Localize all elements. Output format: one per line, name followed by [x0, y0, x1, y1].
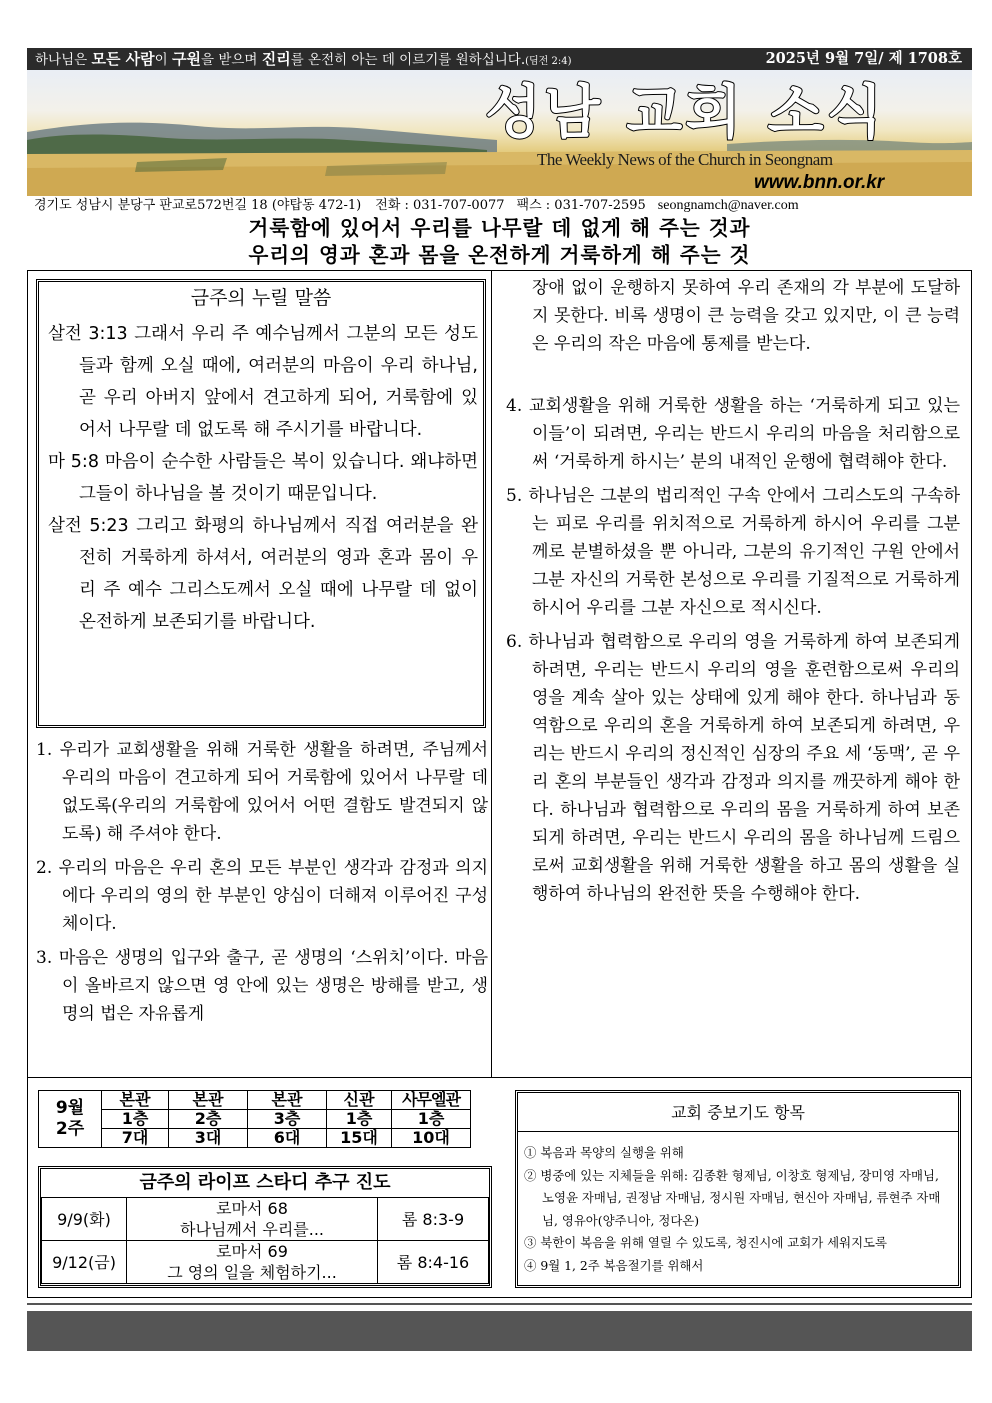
outline-point: 1. 우리가 교회생활을 위해 거룩한 생활을 하려면, 주님께서 우리의 마음이 견고하게 되어 거룩함에 있어서 나무랄 데 없도록(우리의 거룩함에 있어서 어떤 결함도 발견되지 않도록) 해 주셔야 한다. — [36, 740, 488, 844]
outline-point: 5. 하나님은 그분의 법리적인 구속 안에서 그리스도의 구속하는 피로 우리를 위치적으로 거룩하게 하시어 우리를 그분께로 분별하셨을 뿐 아니라, 그분의 유기적인 구원 안에서 그분 자신의 거룩한 본성으로 우리를 기질적으로 거룩하게 하시어 우리를 그분 자신으로 적시신다. — [506, 486, 960, 618]
schedule-row — [39, 1129, 471, 1148]
schedule-week: 9월 2주 — [39, 1091, 102, 1148]
life-study-lesson: 로마서 69 그 영의 일을 체험하기... — [127, 1241, 378, 1284]
prayer-item: ① 복음과 목양의 실행을 위해 — [524, 1145, 684, 1160]
outline-point-continued: 장애 없이 운행하지 못하여 우리 존재의 각 부분에 도달하지 못한다. 비록 생명이 큰 능력을 갖고 있지만, 이 큰 능력은 우리의 작은 마음에 통제를 받는다. — [532, 278, 960, 354]
verse-box-title: 금주의 누릴 말씀 — [190, 287, 332, 309]
schedule-row — [39, 1091, 471, 1110]
address: 경기도 성남시 분당구 판교로572번길 18 (야탑동 472-1) — [34, 198, 362, 213]
footer-bar — [27, 1311, 972, 1351]
outline-point: 4. 교회생활을 위해 거룩한 생활을 하는 ‘거룩하게 되고 있는 이들’이 되려면, 우리는 반드시 우리의 마음을 처리함으로써 ‘거룩하게 하시는’ 분의 내적인 운행에 협력해야 한다. — [506, 396, 960, 472]
service-schedule-table — [38, 1090, 471, 1148]
outline-point: 6. 하나님과 협력함으로 우리의 영을 거룩하게 하여 보존되게 하려면, 우리는 반드시 우리의 영을 훈련함으로써 우리의 영을 계속 살아 있는 상태에 있게 해야 한다. 하나님과 동역함으로 우리의 혼을 거룩하게 하여 보존되게 하려면, 우리는 반드시 우리의 정신적인 심장의 주요 세 ‘동맥’, 곧 우리 혼의 부분들인 생각과 감정과 의지를 깨끗하게 해야 한다. 하나님과 협력함으로 우리의 몸을 거룩하게 하여 보존되게 하려면, 우리는 반드시 우리의 몸을 하나님께 드림으로써 교회생활을 위해 거룩한 생활을 하고 몸의 생활을 실행하여 하나님의 완전한 뜻을 수행해야 한다. — [506, 632, 960, 904]
life-study-lesson: 로마서 68 하나님께서 우리를... — [127, 1198, 378, 1241]
outline-points-left — [36, 736, 488, 1034]
hall-floor: 1층 — [102, 1110, 169, 1129]
life-study-range: 롬 8:4-16 — [378, 1241, 489, 1284]
church-contact — [34, 197, 964, 215]
life-study-table — [41, 1197, 489, 1284]
hall-name: 사무엘관 — [392, 1091, 471, 1110]
headline-line-2: 우리의 영과 혼과 몸을 온전하게 거룩하게 해 주는 것 — [248, 243, 751, 267]
newsletter-subtitle: The Weekly News of the Church in Seongnam — [537, 150, 833, 169]
prayer-item: ② 병중에 있는 지체들을 위해: 김종환 형제님, 이창호 형제님, 장미영 자매님, 노영윤 자매님, 권정남 자매님, 정시원 자매님, 현신아 자매님, 류현주 자매님, 영유아(양주니아, 정다온) — [524, 1167, 941, 1228]
headline-line-1: 거룩함에 있어서 우리를 나무랄 데 없게 해 주는 것과 — [248, 216, 751, 240]
hall-group: 3대 — [169, 1129, 248, 1148]
fax: 팩스 : 031-707-2595 — [516, 198, 646, 213]
column-divider — [491, 270, 492, 1078]
verse-item: 살전 3:13 그래서 우리 주 예수님께서 그분의 모든 성도들과 함께 오실 때에, 여러분의 마음이 우리 하나님, 곧 우리 아버지 앞에서 견고하게 되어, 거룩함에 있어서 나무랄 데 없도록 해 주시기를 바랍니다. — [48, 324, 478, 440]
life-study-date: 9/9(화) — [42, 1198, 127, 1241]
verse-item: 살전 5:23 그리고 화평의 하나님께서 직접 여러분을 완전히 거룩하게 하셔서, 여러분의 영과 혼과 몸이 우리 주 예수 그리스도께서 오실 때에 나무랄 데 없이 온전하게 보존되기를 바랍니다. — [48, 516, 478, 632]
schedule-row — [39, 1110, 471, 1129]
footer-rule — [27, 1303, 972, 1305]
verse-item: 마 5:8 마음이 순수한 사람들은 복이 있습니다. 왜냐하면 그들이 하나님을 볼 것이기 때문입니다. — [48, 452, 478, 504]
masthead-banner — [27, 70, 972, 196]
issue-date: 2025년 9월 7일/ 제 1708호 — [765, 50, 962, 67]
life-study-date: 9/12(금) — [42, 1241, 127, 1284]
hall-name: 본관 — [102, 1091, 169, 1110]
email-link[interactable]: seongnamch@naver.com — [657, 198, 799, 213]
hall-group: 7대 — [102, 1129, 169, 1148]
outline-point: 3. 마음은 생명의 입구와 출구, 곧 생명의 ‘스위치’이다. 마음이 올바르지 않으면 영 안에 있는 생명은 방해를 받고, 생명의 법은 자유롭게 — [36, 948, 488, 1024]
hall-floor: 1층 — [327, 1110, 392, 1129]
hall-group: 6대 — [248, 1129, 327, 1148]
hall-name: 본관 — [248, 1091, 327, 1110]
life-study-title: 금주의 라이프 스타디 추구 진도 — [139, 1172, 391, 1193]
outline-point: 2. 우리의 마음은 우리 혼의 모든 부분인 생각과 감정과 의지에다 우리의 영의 한 부분인 양심이 더해져 이루어진 구성체이다. — [36, 858, 488, 934]
motto: 하나님은 모든 사람이 구원을 받으며 진리를 온전히 아는 데 이르기를 원하십니다.(딤전 2:4) — [35, 50, 572, 68]
outline-points-right — [506, 392, 960, 914]
website-link[interactable]: www.bnn.or.kr — [754, 172, 885, 193]
headline — [27, 215, 972, 269]
hall-floor: 2층 — [169, 1110, 248, 1129]
prayer-title: 교회 중보기도 항목 — [518, 1095, 958, 1132]
newsletter-title: 성남 교회 소식 — [485, 78, 886, 146]
hall-name: 신관 — [327, 1091, 392, 1110]
prayer-list — [524, 1142, 954, 1277]
life-study-row — [42, 1198, 489, 1241]
prayer-item: ④ 9월 1, 2주 복음절기를 위해서 — [524, 1257, 704, 1273]
hall-group: 10대 — [392, 1129, 471, 1148]
life-study-range: 롬 8:3-9 — [378, 1198, 489, 1241]
hall-name: 본관 — [169, 1091, 248, 1110]
verse-list — [48, 318, 478, 638]
hall-group: 15대 — [327, 1129, 392, 1148]
life-study-row — [42, 1241, 489, 1284]
top-bar — [27, 48, 972, 70]
hall-floor: 3층 — [248, 1110, 327, 1129]
prayer-item: ③ 북한이 복음을 위해 열릴 수 있도록, 청진시에 교회가 세워지도록 — [524, 1235, 887, 1250]
phone: 전화 : 031-707-0077 — [375, 198, 505, 213]
hall-floor: 1층 — [392, 1110, 471, 1129]
